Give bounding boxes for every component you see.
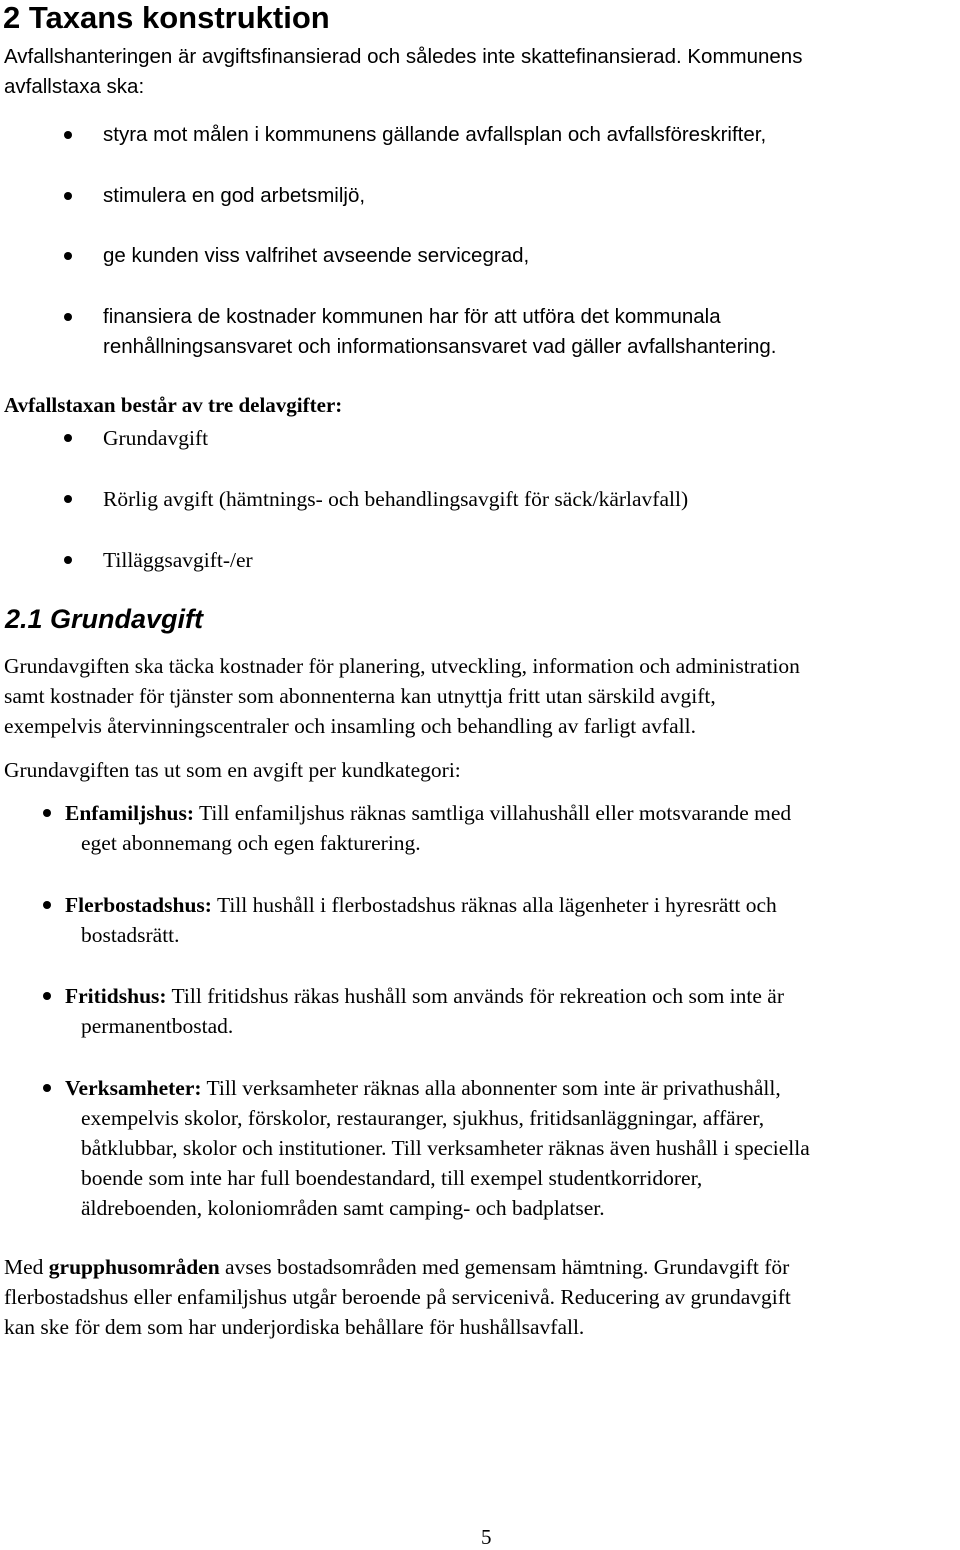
category-text: Till hushåll i flerbostadshus räknas alla lägenheter i hyresrätt och [211, 893, 777, 917]
goal-item: styra mot målen i kommunens gällande avfallsplan och avfallsföreskrifter, [103, 123, 767, 146]
bullet-icon [64, 495, 72, 503]
category-item [65, 798, 791, 828]
subsection-title: 2.1 Grundavgift [5, 604, 204, 634]
category-term: Enfamiljshus: [65, 801, 195, 825]
bullet-icon [64, 313, 72, 321]
bullet-icon [43, 809, 51, 817]
goal-item: finansiera de kostnader kommunen har för att utföra det kommunala [103, 305, 721, 328]
category-text: eget abonnemang och egen fakturering. [81, 831, 421, 855]
category-item [65, 981, 784, 1011]
section-title: 2 Taxans konstruktion [3, 0, 330, 35]
category-item [65, 890, 777, 920]
category-text: Till verksamheter räknas alla abonnenter som inte är privathushåll, [201, 1076, 781, 1100]
bullet-icon [64, 131, 72, 139]
paragraph-line: exempelvis återvinningscentraler och insamling och behandling av farligt avfall. [4, 714, 696, 738]
bullet-icon [64, 252, 72, 260]
category-term: Fritidshus: [65, 984, 167, 1008]
paragraph-line: Grundavgiften ska täcka kostnader för planering, utveckling, information och administration [4, 654, 800, 678]
final-bold-term: grupphusområden [48, 1255, 220, 1279]
category-text: boende som inte har full boendestandard, till exempel studentkorridorer, [81, 1166, 703, 1190]
bullet-icon [43, 1084, 51, 1092]
bullet-icon [43, 901, 51, 909]
intro-line-1: Avfallshanteringen är avgiftsfinansierad och således inte skattefinansierad. Kommunens [4, 45, 803, 68]
category-text: bostadsrätt. [81, 923, 180, 947]
bullet-icon [64, 434, 72, 442]
intro-line-2: avfallstaxa ska: [4, 75, 145, 98]
category-text: båtklubbar, skolor och institutioner. Till verksamheter räknas även hushåll i speciella [81, 1136, 810, 1160]
final-paragraph-line [4, 1252, 789, 1282]
paragraph-line: samt kostnader för tjänster som abonnenterna kan utnyttja fritt utan särskild avgift, [4, 684, 716, 708]
final-paragraph-line: kan ske för dem som har underjordiska behållare för hushållsavfall. [4, 1315, 585, 1339]
page-number: 5 [481, 1525, 492, 1549]
final-prefix: Med [4, 1255, 49, 1279]
bullet-icon [43, 992, 51, 1000]
fees-heading: Avfallstaxan består av tre delavgifter: [4, 393, 343, 417]
category-text: exempelvis skolor, förskolor, restauranger, sjukhus, fritidsanläggningar, affärer, [81, 1106, 765, 1130]
category-text: permanentbostad. [81, 1014, 234, 1038]
category-term: Flerbostadshus: [65, 893, 212, 917]
goal-item: ge kunden viss valfrihet avseende servicegrad, [103, 244, 530, 267]
fee-item: Tilläggsavgift-/er [103, 548, 253, 572]
category-text: Till fritidshus räkas hushåll som används för rekreation och som inte är [166, 984, 784, 1008]
final-rest: avses bostadsområden med gemensam hämtning. Grundavgift för [219, 1255, 790, 1279]
goal-item-continuation: renhållningsansvaret och informationsansvaret vad gäller avfallshantering. [103, 335, 777, 358]
category-term: Verksamheter: [65, 1076, 202, 1100]
category-text: äldreboenden, koloniområden samt camping- och badplatser. [81, 1196, 605, 1220]
goal-item: stimulera en god arbetsmiljö, [103, 184, 366, 207]
bullet-icon [64, 192, 72, 200]
final-paragraph-line: flerbostadshus eller enfamiljshus utgår beroende på servicenivå. Reducering av grundavgift [4, 1285, 791, 1309]
category-text: Till enfamiljshus räknas samtliga villahushåll eller motsvarande med [194, 801, 792, 825]
category-item [65, 1073, 781, 1103]
paragraph-line: Grundavgiften tas ut som en avgift per kundkategori: [4, 758, 461, 782]
fee-item: Grundavgift [103, 426, 209, 450]
bullet-icon [64, 556, 72, 564]
fee-item: Rörlig avgift (hämtnings- och behandlingsavgift för säck/kärlavfall) [103, 487, 689, 511]
